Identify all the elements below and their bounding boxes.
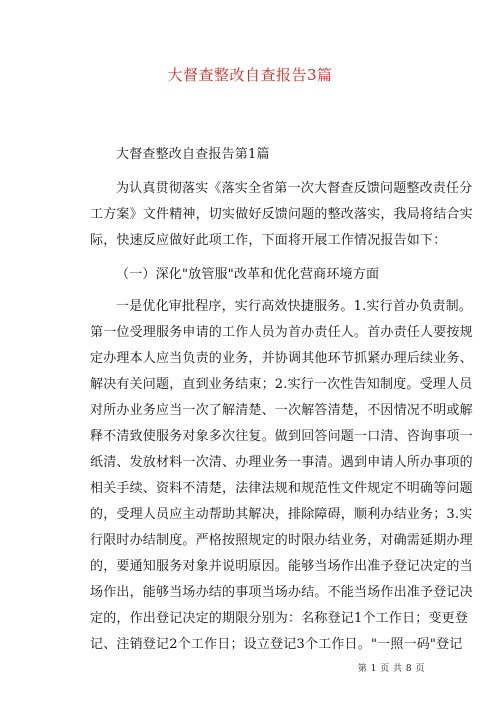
body-line: 行限时办结制度。严格按照规定的时限办结业务，对确需延期办理: [90, 533, 473, 548]
body-line: 释不清致使服务对象多次往复。做到回答问题一口清、咨询事项一: [90, 429, 473, 444]
intro-line: 为认真贯彻落实《落实全省第一次大督查反馈问题整改责任分: [116, 181, 473, 196]
body-line: 场作出，能够当场办结的事项当场办结。不能当场作出准予登记决: [90, 585, 473, 600]
body-line: 第一位受理服务申请的工作人员为首办责任人。首办责任人要按规: [90, 325, 473, 340]
document-subtitle: 大督查整改自查报告第1篇: [116, 147, 270, 162]
body-line: 定的，作出登记决定的期限分别为：名称登记1个工作日；变更登: [90, 611, 469, 626]
body-line: 解决有关问题，直到业务结束；2.实行一次性告知制度。受理人员: [90, 377, 473, 392]
body-line: 纸清、发放材料一次清、办理业务一事清。遇到申请人所办事项的: [90, 455, 473, 470]
intro-line: 工方案》文件精神，切实做好反馈问题的整改落实，我局将结合实: [90, 207, 473, 222]
body-line: 对所办业务应当一次了解清楚、一次解答清楚，不因情况不明或解: [90, 403, 473, 418]
body-line: 一是优化审批程序，实行高效快捷服务。1.实行首办负责制。: [116, 299, 473, 314]
document-title: 大督查整改自查报告3篇: [167, 66, 333, 84]
body-line: 的，受理人员应主动帮助其解决，排除障碍，顺利办结业务；3.实: [90, 507, 473, 522]
document-body: [90, 142, 473, 658]
body-line: 的，要通知服务对象并说明原因。能够当场作出准予登记决定的当: [90, 559, 473, 574]
page-number: 第 1 页 共 8 页: [357, 664, 425, 674]
body-line: 定办理本人应当负责的业务，并协调其他环节抓紧办理后续业务、: [90, 351, 473, 366]
body-line: 相关手续、资料不清楚，法律法规和规范性文件规定不明确等问题: [90, 481, 473, 496]
section-heading: （一）深化"放管服"改革和优化营商环境方面: [116, 267, 380, 282]
intro-line: 际，快速反应做好此项工作，下面将开展工作情况报告如下：: [90, 233, 447, 248]
body-line: 记、注销登记2个工作日；设立登记3个工作日。"一照一码"登记: [90, 637, 463, 652]
